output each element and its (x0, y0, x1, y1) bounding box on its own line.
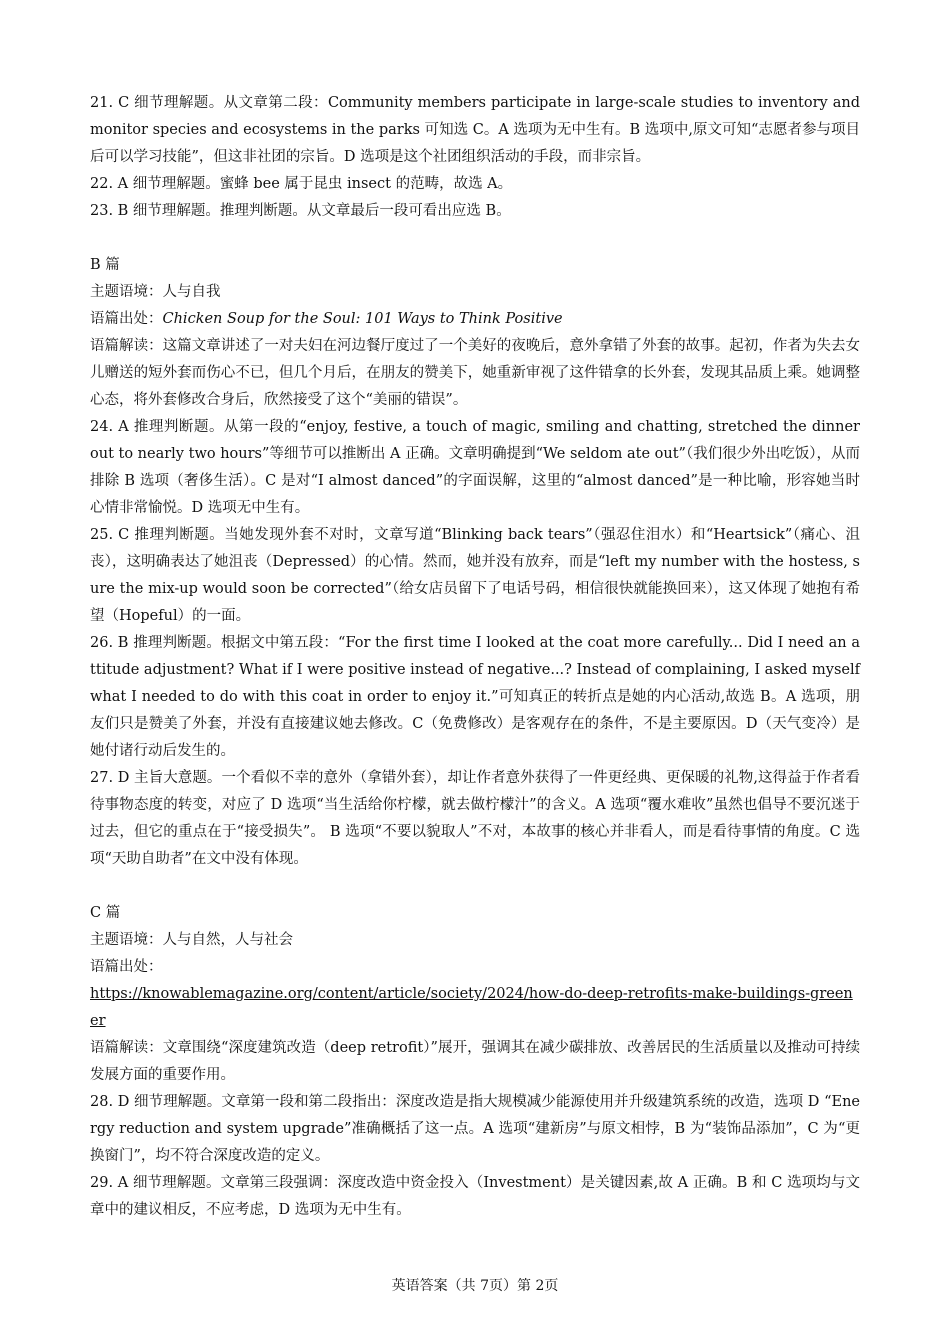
answer-q27: 27. D 主旨大意题。一个看似不幸的意外（拿错外套），却让作者意外获得了一件更经典、更保暖的礼物,这得益于作者看待事物态度的转变，对应了 D 选项“当生活给你柠檬，就去做柠檬汁”的含义。A 选项“覆水难收”虽然也倡导不要沉迷于过去，但它的重点在于“接受损失”。 B 选项“不要以貌取人”不对，本故事的核心并非看人，而是看待事情的角度。C 选项“天助自助者”在文中没有体现。 (90, 770, 860, 867)
section-b-source (90, 306, 860, 333)
answer-q26: 26. B 推理判断题。根据文中第五段：“For the first time I looked at the coat more carefully... Did I need an attitude adjustment? What if I were positive instead of negative...? Instead of complaining, I asked myself what I needed to do with this coat in order to enjoy it.”可知真正的转折点是她的内心活动,故选 B。A 选项，朋友们只是赞美了外套，并没有直接建议她去修改。C（免费修改）是客观存在的条件，不是主要原因。D（天气变冷）是她付诸行动后发生的。 (90, 635, 860, 759)
answer-page (90, 90, 860, 1224)
section-c-source-line (90, 981, 860, 1035)
answer-q25: 25. C 推理判断题。当她发现外套不对时，文章写道“Blinking back tears”（强忍住泪水）和“Heartsick”（痛心、沮丧），这明确表达了她沮丧（Depressed）的心情。然而，她并没有放弃，而是“left my number with the hostess, sure the mix-up would soon be corrected”（给女店员留下了电话号码，相信很快就能换回来），这又体现了她抱有希望（Hopeful）的一面。 (90, 527, 860, 624)
answer-q24: 24. A 推理判断题。从第一段的“enjoy, festive, a touch of magic, smiling and chatting, stretched the dinner out to nearly two hours”等细节可以推断出 A 正确。文章明确提到“We seldom ate out”（我们很少外出吃饭），从而排除 B 选项（奢侈生活）。C 是对“I almost danced”的字面误解，这里的“almost danced”是一种比喻，形容她当时心情非常愉悦。D 选项无中生有。 (90, 419, 860, 516)
section-c-theme: 主题语境：人与自然，人与社会 (90, 932, 293, 948)
section-c-source-label: 语篇出处： (90, 959, 163, 975)
answer-q23: 23. B 细节理解题。推理判断题。从文章最后一段可看出应选 B。 (90, 203, 511, 219)
section-b-theme: 主题语境：人与自我 (90, 284, 221, 300)
source-title: Chicken Soup for the Soul: 101 Ways to Think Positive (162, 311, 563, 327)
answer-q28: 28. D 细节理解题。文章第一段和第二段指出：深度改造是指大规模减少能源使用并升级建筑系统的改造，选项 D “Energy reduction and system upgrade”准确概括了这一点。A 选项“建新房”与原文相悖，B 为“装饰品添加”，C 为“更换窗门”，均不符合深度改造的定义。 (90, 1094, 860, 1164)
source-link[interactable]: https://knowablemagazine.org/content/article/society/2024/how-do-deep-retrofits-make-buildings-greener (90, 986, 853, 1029)
section-c-heading: C 篇 (90, 905, 121, 921)
page-footer: 英语答案（共 7页）第 2页 (391, 1278, 559, 1294)
answer-q22: 22. A 细节理解题。蜜蜂 bee 属于昆虫 insect 的范畴，故选 A。 (90, 176, 513, 192)
source-label: 语篇出处： (90, 311, 163, 327)
section-b-heading: B 篇 (90, 257, 120, 273)
spacer (90, 225, 860, 252)
answer-q21: 21. C 细节理解题。从文章第二段：Community members participate in large-scale studies to inventory and monitor species and ecosystems in the parks 可知选 C。A 选项为无中生有。B 选项中,原文可知“志愿者参与项目后可以学习技能”，但这非社团的宗旨。D 选项是这个社团组织活动的手段，而非宗旨。 (90, 95, 860, 165)
answer-q29: 29. A 细节理解题。文章第三段强调：深度改造中资金投入（Investment）是关键因素,故 A 正确。B 和 C 选项均与文章中的建议相反，不应考虑，D 选项为无中生有。 (90, 1175, 860, 1218)
section-b-summary: 语篇解读：这篇文章讲述了一对夫妇在河边餐厅度过了一个美好的夜晚后，意外拿错了外套的故事。起初，作者为失去女儿赠送的短外套而伤心不已，但几个月后，在朋友的赞美下，她重新审视了这件错拿的长外套，发现其品质上乘。她调整心态，将外套修改合身后，欣然接受了这个“美丽的错误”。 (90, 338, 860, 408)
section-c-summary: 语篇解读：文章围绕“深度建筑改造（deep retrofit）”展开，强调其在减少碳排放、改善居民的生活质量以及推动可持续发展方面的重要作用。 (90, 1040, 860, 1083)
spacer (90, 873, 860, 900)
